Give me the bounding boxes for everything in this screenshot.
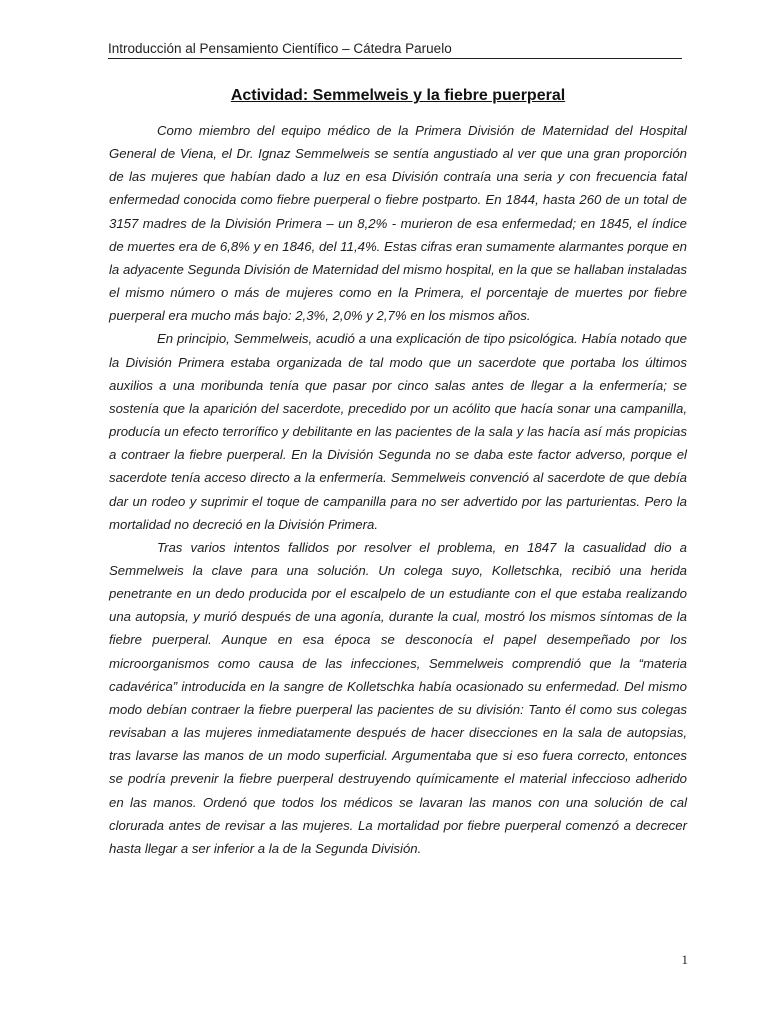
page-number: 1 <box>681 952 688 967</box>
body-text <box>109 119 687 860</box>
paragraph-1: Como miembro del equipo médico de la Primera División de Maternidad del Hospital General de Viena, el Dr. Ignaz Semmelweis se sentía angustiado al ver que una gran proporción de las mujeres que habían dado a luz en esa División contraía una seria y con frecuencia fatal enfermedad conocida como fiebre puerperal o fiebre postparto. En 1844, hasta 260 de un total de 3157 madres de la División Primera – un 8,2% - murieron de esa enfermedad; en 1845, el índice de muertes era de 6,8% y en 1846, del 11,4%. Estas cifras eran sumamente alarmantes porque en la adyacente Segunda División de Maternidad del mismo hospital, en la que se hallaban instaladas el mismo número o más de mujeres como en la Primera, el porcentaje de muertes por fiebre puerperal era mucho más bajo: 2,3%, 2,0% y 2,7% en los mismos años. <box>109 123 687 324</box>
paragraph-2: En principio, Semmelweis, acudió a una explicación de tipo psicológica. Había notado que la División Primera estaba organizada de tal modo que un sacerdote que portaba los últimos auxilios a una moribunda tenía que pasar por cinco salas antes de llegar a la enfermería; se sostenía que la aparición del sacerdote, precedido por un acólito que hacía sonar una campanilla, producía un efecto terrorífico y debilitante en las pacientes de la sala y las hacía así más propicias a contraer la fiebre puerperal. En la División Segunda no se daba este factor adverso, porque el sacerdote tenía acceso directo a la enfermería. Semmelweis convenció al sacerdote de que debía dar un rodeo y suprimir el toque de campanilla para no ser advertido por las parturientas. Pero la mortalidad no decreció en la División Primera. <box>109 331 687 532</box>
running-header: Introducción al Pensamiento Científico – Cátedra Paruelo <box>108 41 682 59</box>
paragraph-3: Tras varios intentos fallidos por resolver el problema, en 1847 la casualidad dio a Semmelweis la clave para una solución. Un colega suyo, Kolletschka, recibió una herida penetrante en un dedo producida por el escalpelo de un estudiante con el que estaba realizando una autopsia, y murió después de una agonía, durante la cual, mostró los mismos síntomas de la fiebre puerperal. Aunque en esa época se desconocía el papel desempeñado por los microorganismos como causa de las infecciones, Semmelweis comprendió que la “materia cadavérica” introducida en la sangre de Kolletschka había ocasionado su enfermedad. Del mismo modo debían contraer la fiebre puerperal las pacientes de su división: Tanto él como sus colegas revisaban a las mujeres inmediatamente después de hacer disecciones en la sala de autopsias, tras lavarse las manos de un modo superficial. Argumentaba que si eso fuera correcto, entonces se podría prevenir la fiebre puerperal destruyendo químicamente el material infeccioso adherido en las manos. Ordenó que todos los médicos se lavaran las manos con una solución de cal clorurada antes de revisar a las mujeres. La mortalidad por fiebre puerperal comenzó a decrecer hasta llegar a ser inferior a la de la Segunda División. <box>109 539 687 856</box>
page-title: Actividad: Semmelweis y la fiebre puerperal <box>230 87 566 104</box>
